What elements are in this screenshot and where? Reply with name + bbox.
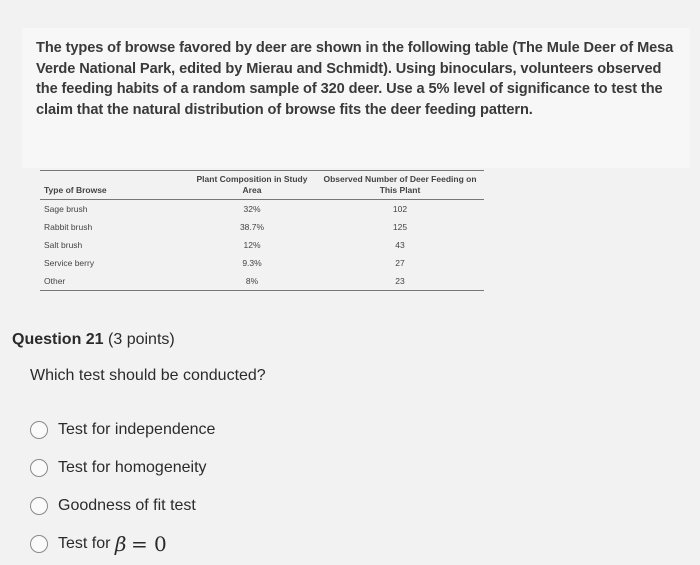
option-label: Goodness of fit test: [58, 497, 196, 514]
cell-observed: 125: [392, 222, 408, 232]
option-test-for-beta-zero[interactable]: [30, 525, 215, 563]
header-plant-composition: Plant Composition in Study Area: [196, 174, 308, 195]
cell-observed: 43: [395, 240, 405, 250]
question-number: Question 21: [12, 331, 104, 348]
option-goodness-of-fit-test[interactable]: [30, 487, 215, 525]
beta-symbol: β: [114, 532, 127, 556]
cell-observed: 23: [395, 276, 405, 286]
answer-options: [30, 411, 215, 563]
question-prompt: Which test should be conducted?: [30, 367, 266, 384]
option-label: Test for homogeneity: [58, 459, 207, 476]
cell-browse-type: Sage brush: [44, 204, 88, 214]
question-points: (3 points): [108, 331, 175, 348]
cell-browse-type: Other: [44, 276, 66, 286]
cell-browse-type: Service berry: [44, 258, 95, 268]
cell-observed: 27: [395, 258, 405, 268]
option-label: Test for independence: [58, 421, 216, 438]
header-type-of-browse: Type of Browse: [44, 185, 107, 195]
table-row: [40, 218, 484, 236]
cell-composition: 12%: [243, 240, 261, 250]
option-test-for-homogeneity[interactable]: [30, 449, 215, 487]
cell-observed: 102: [392, 204, 408, 214]
table-header-row: [40, 171, 484, 200]
radio-button[interactable]: [30, 459, 48, 477]
table-row: [40, 254, 484, 272]
cell-composition: 38.7%: [239, 222, 265, 232]
table-row: [40, 200, 484, 219]
cell-composition: 32%: [243, 204, 261, 214]
radio-button[interactable]: [30, 497, 48, 515]
table-row: [40, 272, 484, 291]
cell-composition: 9.3%: [242, 258, 262, 268]
browse-table: [40, 170, 484, 291]
radio-button[interactable]: [30, 535, 48, 553]
math-equals-zero: = 0: [130, 532, 167, 556]
browse-table-container: [40, 170, 484, 300]
option-label: Test for: [58, 535, 111, 552]
question-header: [12, 331, 175, 349]
cell-browse-type: Rabbit brush: [44, 222, 93, 232]
cell-browse-type: Salt brush: [44, 240, 83, 250]
option-test-for-independence[interactable]: [30, 411, 215, 449]
problem-statement: The types of browse favored by deer are shown in the following table (The Mule Deer of Mesa Verde National Park, edited by Mierau and Schmidt). Using binoculars, volunteers observed the feeding habits of a random sample of 320 deer. Use a 5% level of significance to test the claim that the natural distribution of browse fits the deer feeding pattern.: [36, 40, 674, 118]
header-observed-number: Observed Number of Deer Feeding on This Plant: [323, 174, 477, 195]
table-row: [40, 236, 484, 254]
radio-button[interactable]: [30, 421, 48, 439]
cell-composition: 8%: [245, 276, 259, 286]
